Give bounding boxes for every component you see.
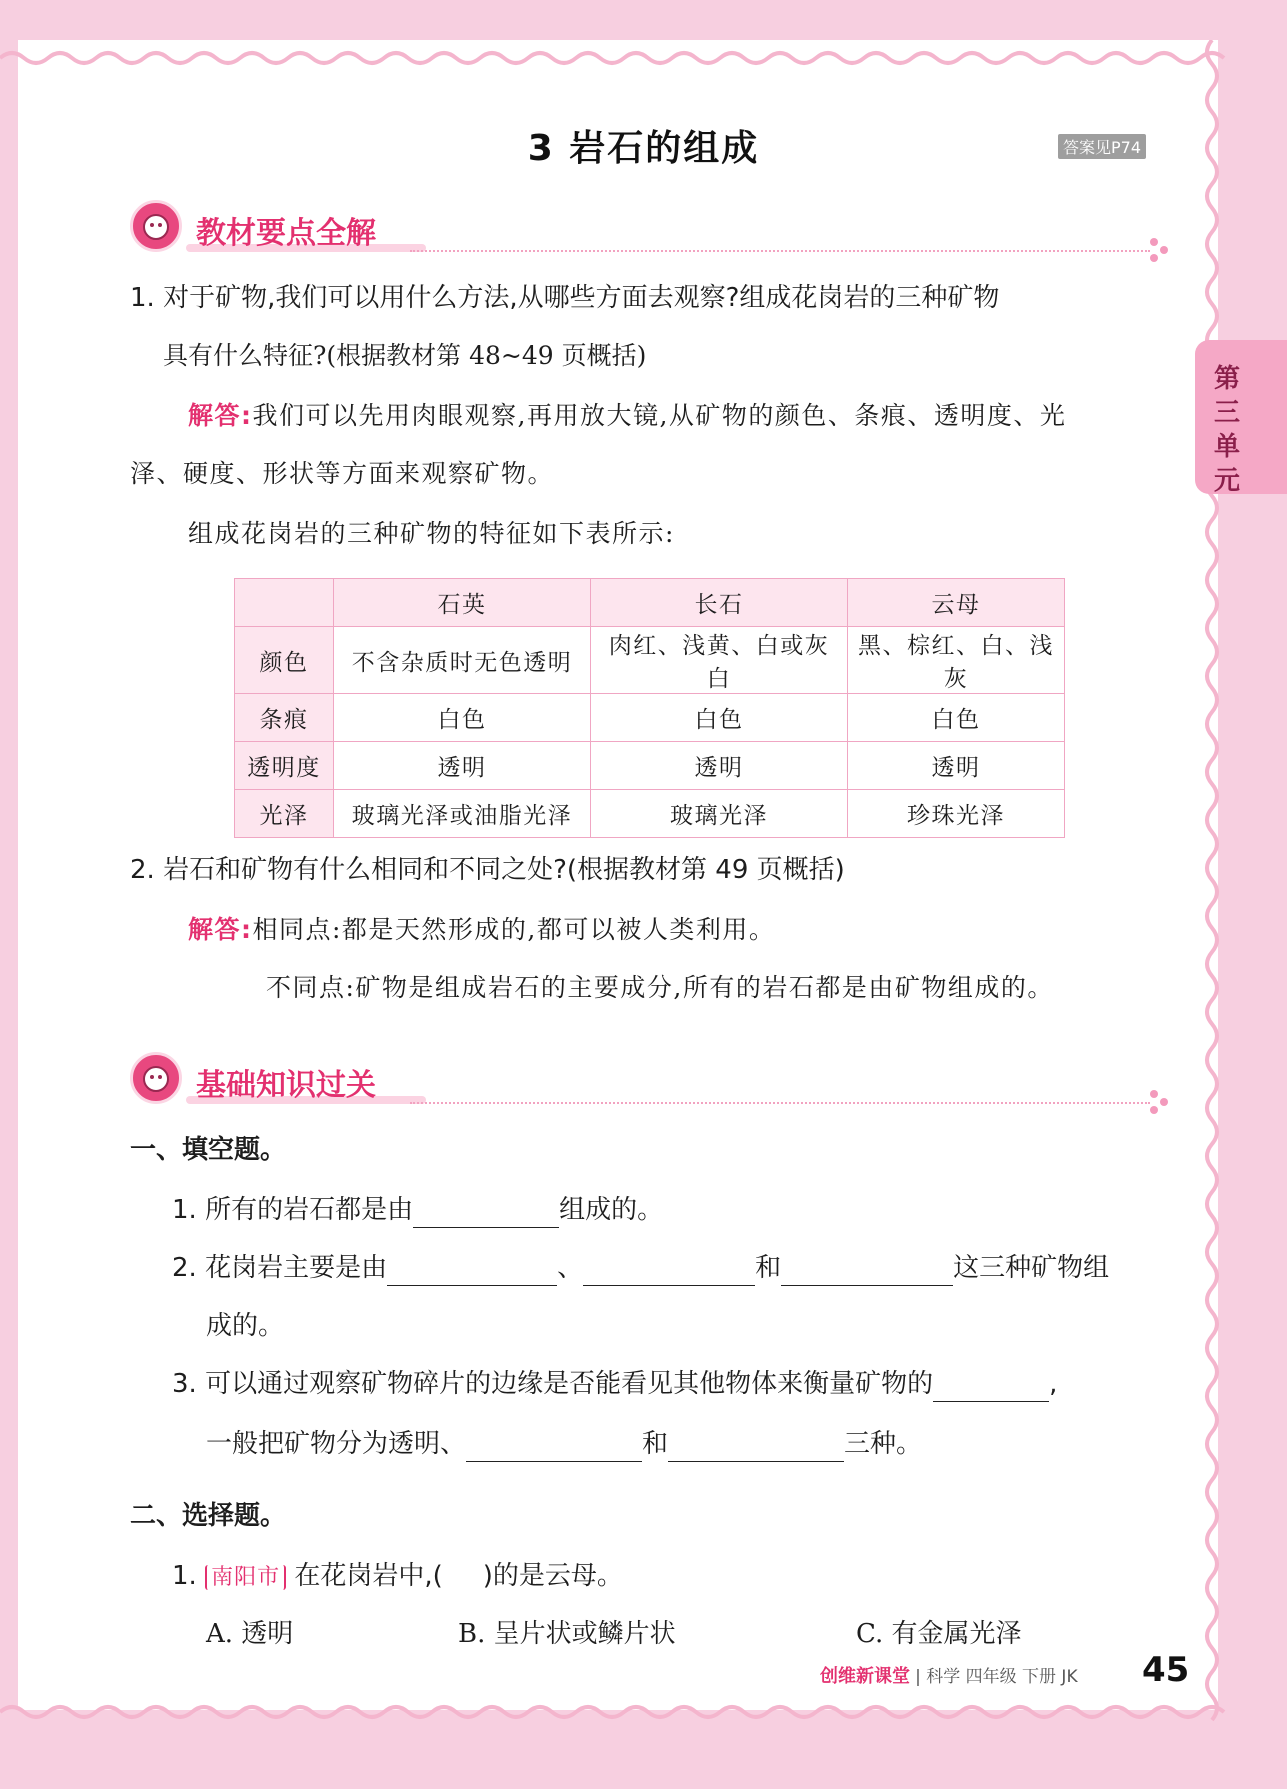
choice-question-1: 1. 南阳市 在花岗岩中,( )的是云母。 — [172, 1561, 623, 1591]
unit-side-tab-label: 第三单元 — [1213, 364, 1240, 496]
option-c[interactable]: C. 有金属光泽 — [856, 1619, 1022, 1649]
bottom-wave-border — [0, 1700, 1287, 1730]
answer-blank[interactable] — [781, 1259, 953, 1286]
right-wave-border — [1200, 40, 1240, 1730]
table-cell: 不含杂质时无色透明 — [334, 627, 591, 694]
cartoon-character-icon — [130, 200, 182, 252]
top-wave-border — [0, 46, 1287, 76]
table-cell: 黑、棕红、白、浅灰 — [848, 627, 1065, 694]
answer-blank[interactable] — [413, 1201, 559, 1228]
footer-brand: 创维新课堂 — [820, 1666, 910, 1687]
mineral-features-table — [234, 578, 1065, 838]
answer-blank[interactable] — [466, 1435, 642, 1462]
table-column-header: 长石 — [591, 579, 848, 627]
table-row-header: 透明度 — [235, 742, 334, 790]
table-cell: 白色 — [591, 694, 848, 742]
table-row-header: 光泽 — [235, 790, 334, 838]
unit-side-tab — [1195, 340, 1287, 494]
table-header-row — [235, 579, 1065, 627]
option-b[interactable]: B. 呈片状或鳞片状 — [458, 1619, 676, 1649]
table-column-header: 云母 — [848, 579, 1065, 627]
answer-label: 解答: — [188, 915, 253, 944]
table-cell: 透明 — [591, 742, 848, 790]
table-cell: 白色 — [848, 694, 1065, 742]
table-cell: 透明 — [334, 742, 591, 790]
table-row — [235, 790, 1065, 838]
cartoon-character-icon — [130, 1052, 182, 1104]
answer-label: 解答: — [188, 401, 253, 430]
table-cell: 珍珠光泽 — [848, 790, 1065, 838]
section-heading: 教材要点全解 — [196, 216, 376, 251]
fill-question-2: 2. 花岗岩主要是由 、 和 这三种矿物组 — [172, 1250, 1109, 1286]
answer-blank[interactable] — [668, 1435, 844, 1462]
table-row — [235, 742, 1065, 790]
answer-1-line-1: 解答:我们可以先用肉眼观察,再用放大镜,从矿物的颜色、条痕、透明度、光 — [188, 401, 1067, 430]
answer-blank[interactable] — [387, 1259, 557, 1286]
part-1-title: 一、填空题。 — [130, 1135, 287, 1165]
fill-question-1: 1. 所有的岩石都是由 组成的。 — [172, 1192, 663, 1228]
table-cell: 透明 — [848, 742, 1065, 790]
answer-1-line-2: 泽、硬度、形状等方面来观察矿物。 — [130, 459, 555, 488]
answer-reference-badge: 答案见P74 — [1058, 134, 1146, 159]
fill-question-2-cont: 成的。 — [206, 1311, 285, 1341]
answer-blank[interactable] — [583, 1259, 755, 1286]
table-row-header: 颜色 — [235, 627, 334, 694]
question-2: 2. 岩石和矿物有什么相同和不同之处?(根据教材第 49 页概括) — [130, 855, 845, 885]
table-cell: 玻璃光泽或油脂光泽 — [334, 790, 591, 838]
answer-1-line-3: 组成花岗岩的三种矿物的特征如下表所示: — [188, 519, 675, 548]
region-tag: 南阳市 — [205, 1565, 286, 1590]
section-heading: 基础知识过关 — [196, 1068, 376, 1103]
option-a[interactable]: A. 透明 — [206, 1619, 294, 1649]
fill-question-3: 3. 可以通过观察矿物碎片的边缘是否能看见其他物体来衡量矿物的 , — [172, 1366, 1057, 1402]
page-footer — [820, 1650, 1190, 1690]
answer-blank[interactable] — [933, 1375, 1049, 1402]
part-2-title: 二、选择题。 — [130, 1501, 287, 1531]
fill-question-3-cont: 一般把矿物分为透明、 和 三种。 — [206, 1426, 922, 1462]
answer-2-line-1: 解答:相同点:都是天然形成的,都可以被人类利用。 — [188, 915, 776, 944]
table-row-header: 条痕 — [235, 694, 334, 742]
answer-2-line-2: 不同点:矿物是组成岩石的主要成分,所有的岩石都是由矿物组成的。 — [266, 973, 1054, 1002]
page-number: 45 — [1142, 1650, 1190, 1690]
table-cell: 玻璃光泽 — [591, 790, 848, 838]
table-cell: 肉红、浅黄、白或灰白 — [591, 627, 848, 694]
section-dotted-divider — [410, 1102, 1150, 1104]
table-row — [235, 694, 1065, 742]
section-dotted-divider — [410, 250, 1150, 252]
table-row — [235, 627, 1065, 694]
footer-meta: | 科学 四年级 下册 JK — [915, 1667, 1078, 1687]
lesson-title: 3 岩石的组成 — [527, 128, 760, 169]
table-corner-cell — [235, 579, 334, 627]
table-cell: 白色 — [334, 694, 591, 742]
question-1-line-2: 具有什么特征?(根据教材第 48~49 页概括) — [163, 341, 647, 370]
question-1-line-1: 1. 对于矿物,我们可以用什么方法,从哪些方面去观察?组成花岗岩的三种矿物 — [130, 283, 1000, 313]
table-column-header: 石英 — [334, 579, 591, 627]
